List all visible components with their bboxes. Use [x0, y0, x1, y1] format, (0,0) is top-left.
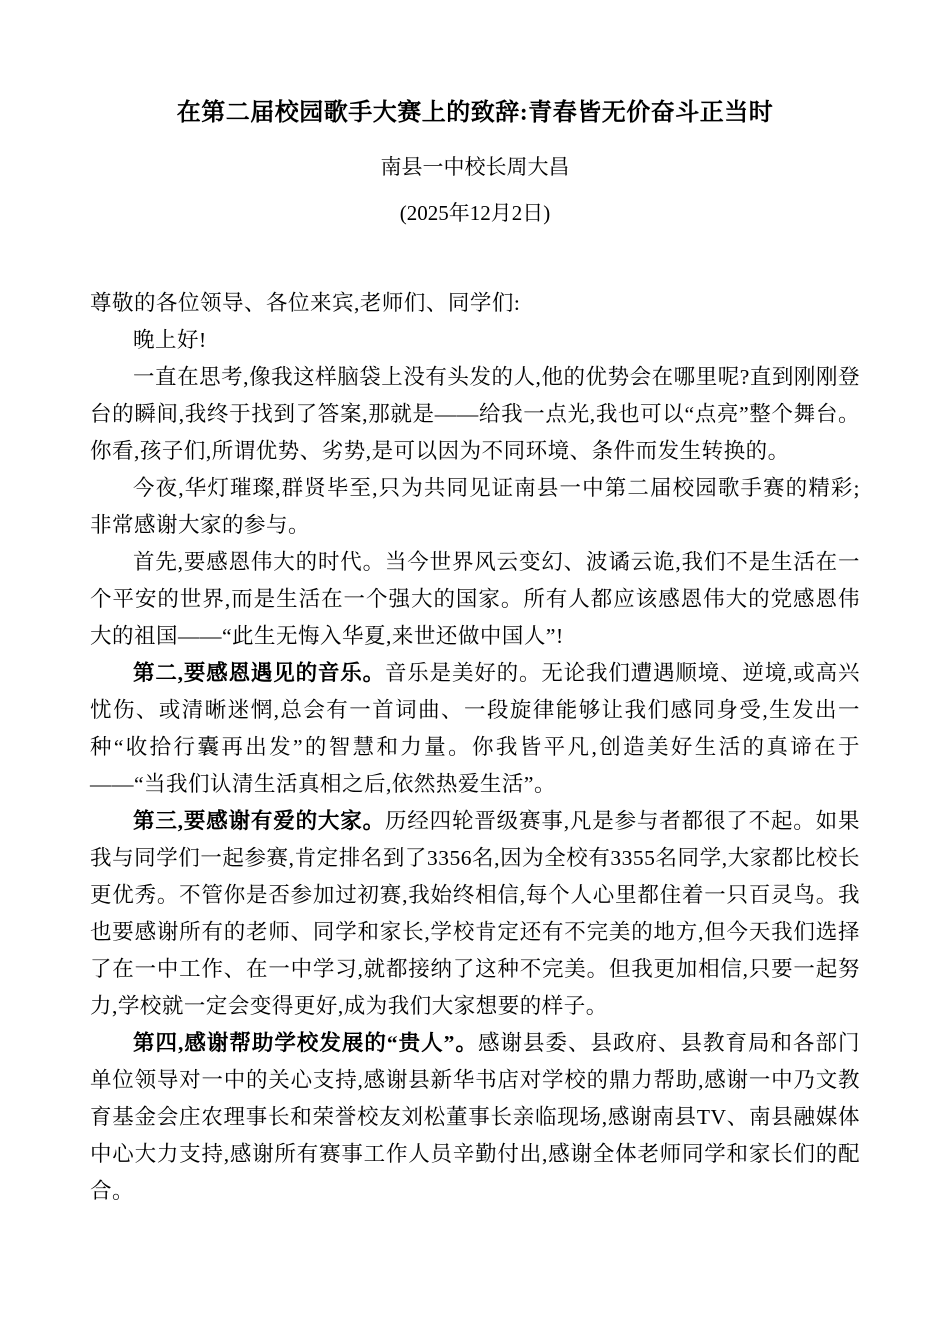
document-body [90, 285, 860, 1210]
paragraph-text: 今夜,华灯璀璨,群贤毕至,只为共同见证南县一中第二届校园歌手赛的精彩;非常感谢大家的参与。 [90, 476, 860, 537]
paragraph [90, 655, 860, 803]
paragraph [90, 359, 860, 470]
paragraph-text: 历经四轮晋级赛事,凡是参与者都很了不起。如果我与同学们一起参赛,肯定排名到了3356名,因为全校有3355名同学,大家都比校长更优秀。不管你是否参加过初赛,我始终相信,每个人心里都住着一只百灵鸟。我也要感谢所有的老师、同学和家长,学校肯定还有不完美的地方,但今天我们选择了在一中工作、在一中学习,就都接纳了这种不完美。但我更加相信,只要一起努力,学校就一定会变得更好,成为我们大家想要的样子。 [90, 809, 860, 1018]
document-title: 在第二届校园歌手大赛上的致辞:青春皆无价奋斗正当时 [176, 100, 774, 126]
paragraph [90, 322, 860, 359]
paragraph-lead-bold: 第四,感谢帮助学校发展的“贵人”。 [133, 1031, 478, 1055]
paragraph-text: 一直在思考,像我这样脑袋上没有头发的人,他的优势会在哪里呢?直到刚刚登台的瞬间,我终于找到了答案,那就是——给我一点光,我也可以“点亮”整个舞台。你看,孩子们,所谓优势、劣势,是可以因为不同环境、条件而发生转换的。 [90, 365, 860, 463]
paragraph [90, 285, 860, 322]
paragraph-text: 首先,要感恩伟大的时代。当今世界风云变幻、波谲云诡,我们不是生活在一个平安的世界,而是生活在一个强大的国家。所有人都应该感恩伟大的党感恩伟大的祖国——“此生无悔入华夏,来世还做中国人”! [90, 550, 860, 648]
paragraph-text: 感谢县委、县政府、县教育局和各部门单位领导对一中的关心支持,感谢县新华书店对学校的鼎力帮助,感谢一中乃文教育基金会庄农理事长和荣誉校友刘松董事长亲临现场,感谢南县TV、南县融媒体中心大力支持,感谢所有赛事工作人员辛勤付出,感谢全体老师同学和家长们的配合。 [90, 1031, 860, 1203]
paragraph-text: 音乐是美好的。无论我们遭遇顺境、逆境,或高兴忧伤、或清晰迷惘,总会有一首词曲、一段旋律能够让我们感同身受,生发出一种“收拾行囊再出发”的智慧和力量。你我皆平凡,创造美好生活的真谛在于——“当我们认清生活真相之后,依然热爱生活”。 [90, 661, 860, 796]
paragraph [90, 1025, 860, 1210]
paragraph-text: 尊敬的各位领导、各位来宾,老师们、同学们: [90, 291, 521, 315]
paragraph-text: 晚上好! [133, 328, 207, 352]
paragraph-lead-bold: 第三,要感谢有爱的大家。 [133, 809, 385, 833]
paragraph [90, 544, 860, 655]
document-author: 南县一中校长周大昌 [380, 155, 570, 179]
paragraph-lead-bold: 第二,要感恩遇见的音乐。 [133, 661, 385, 685]
paragraph [90, 470, 860, 544]
paragraph [90, 803, 860, 1025]
document-date: (2025年12月2日) [399, 201, 551, 225]
